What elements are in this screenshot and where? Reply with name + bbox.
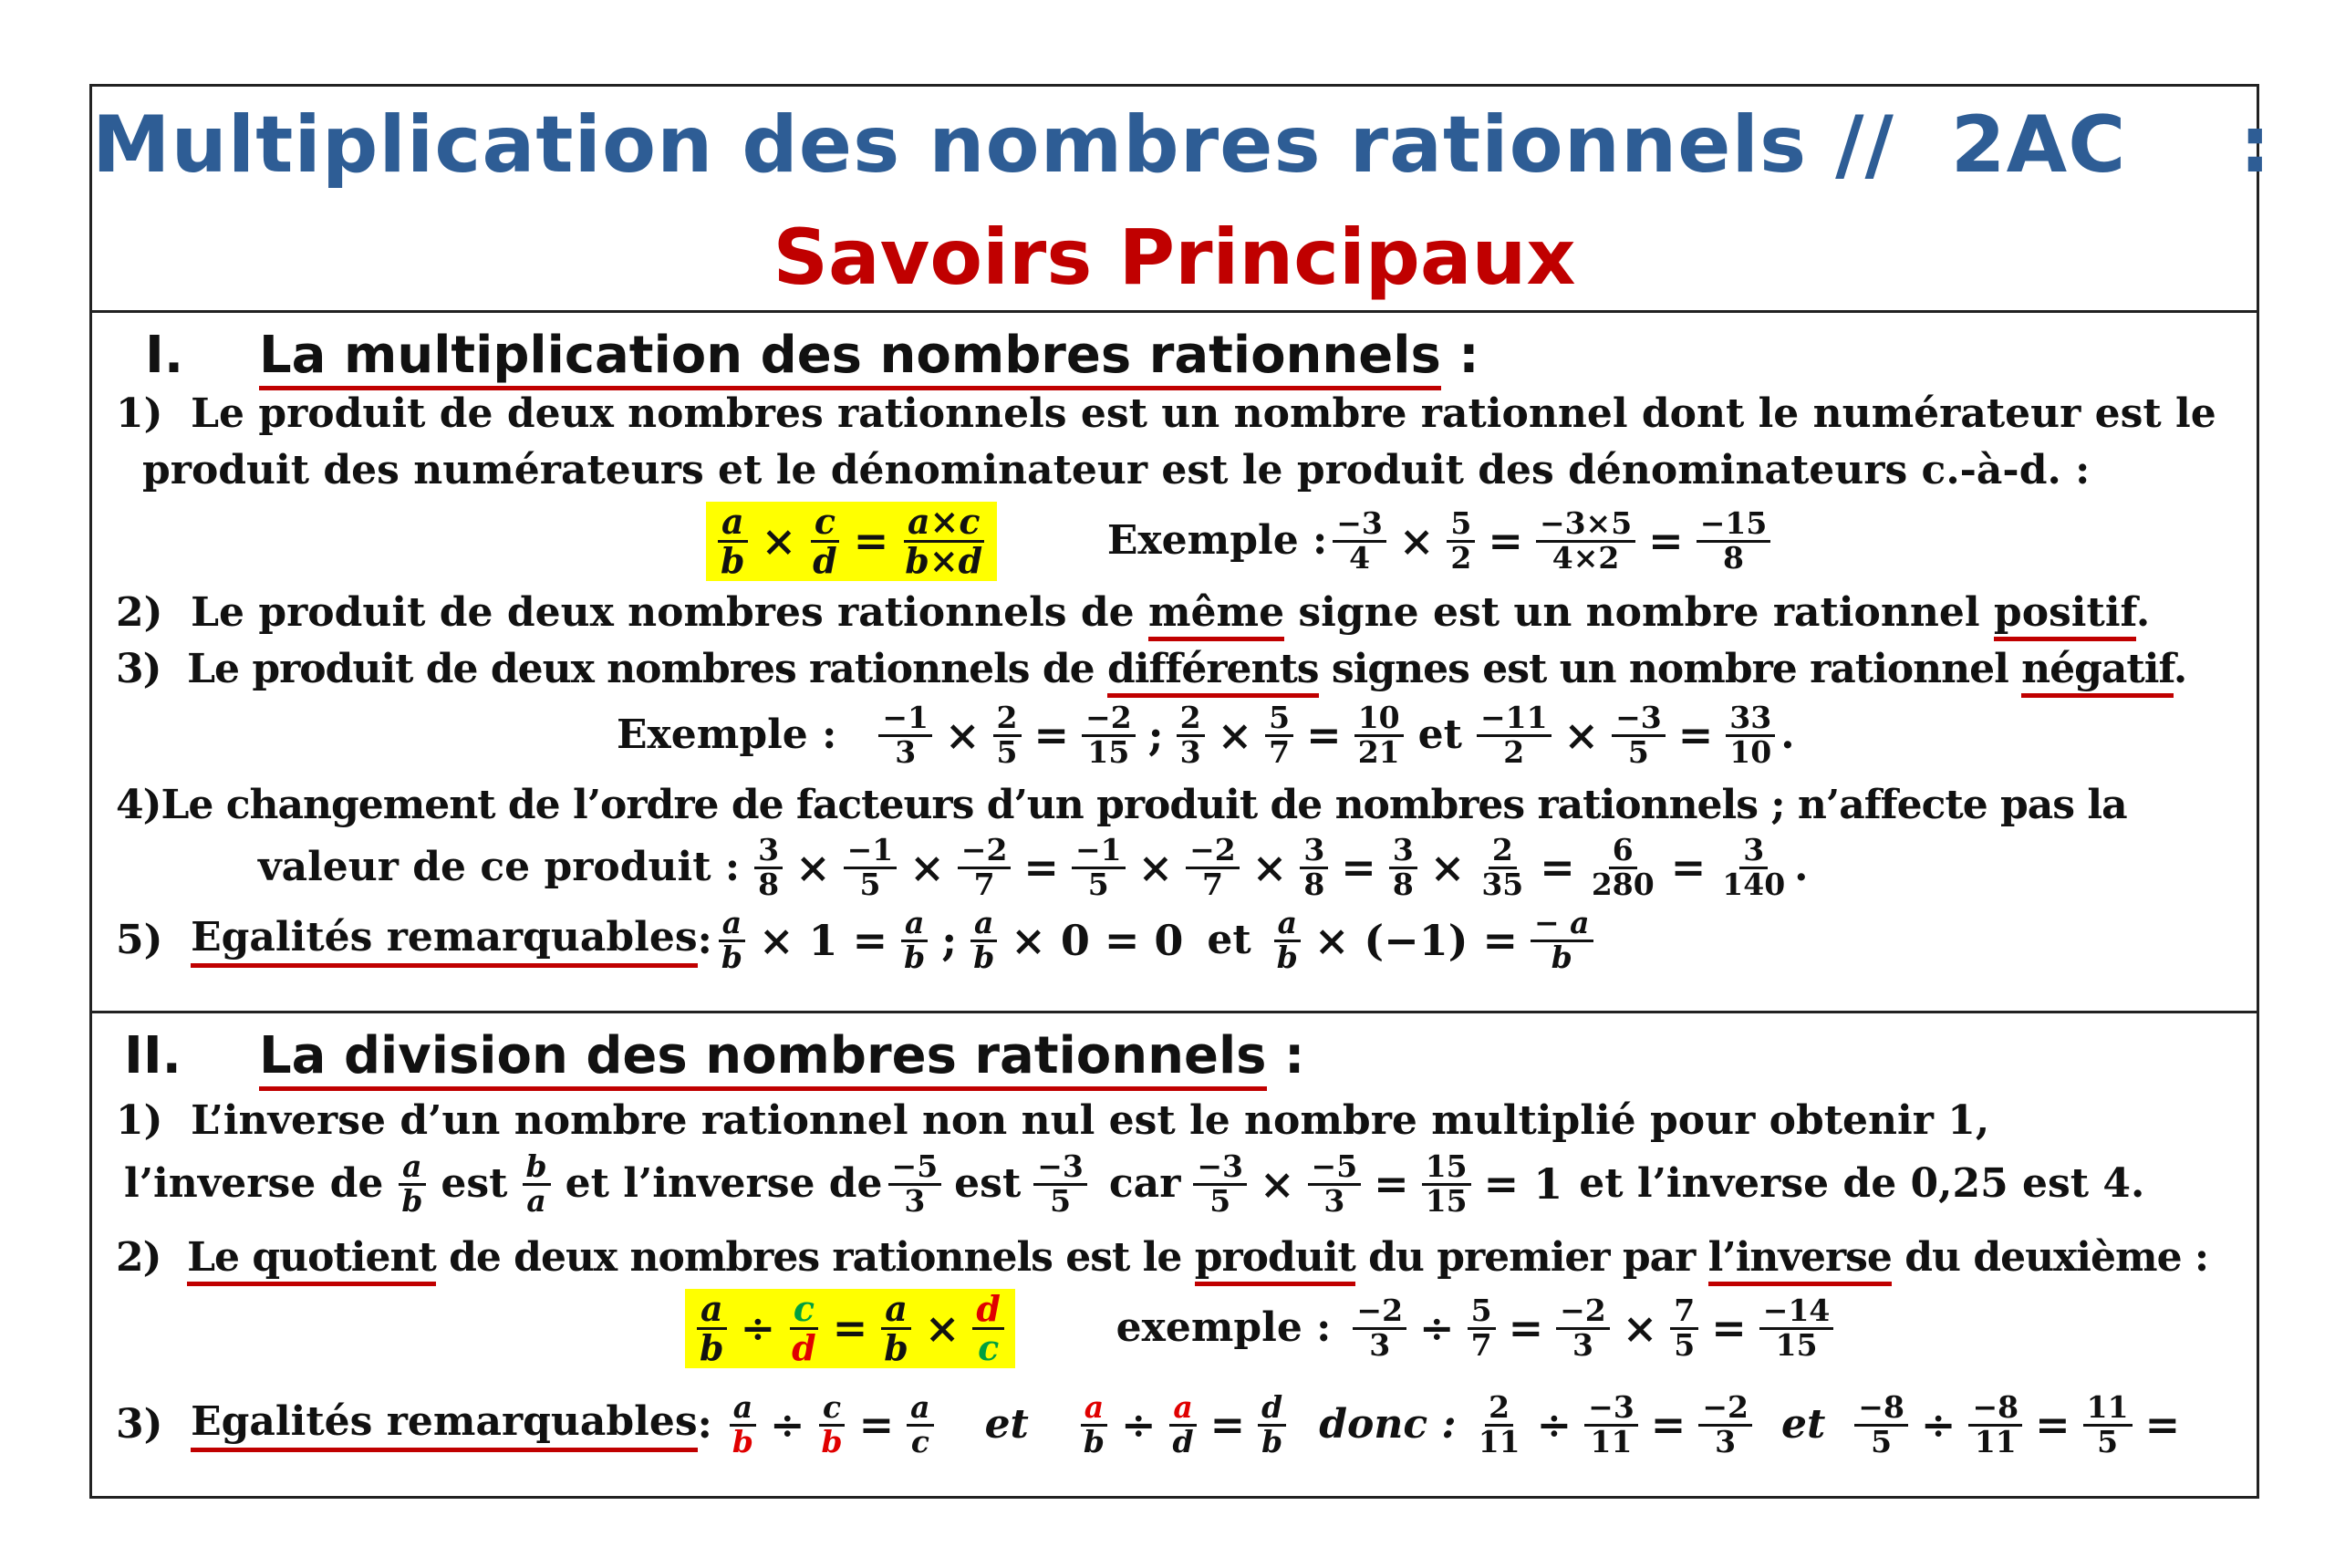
s2-rule2-text-a: de deux nombres rationnels est le — [435, 1234, 1195, 1281]
s2-rule2-num: 2) — [116, 1234, 161, 1281]
s1-example1: Exemple : $\frac{-3}{4}$ × $\frac{5}{2}$ = $\frac{-3\times 5}{4\times 2}$ = $\frac{-15}{8}$ — [1107, 508, 1776, 574]
s2-rule2-quotient: Le quotient — [187, 1234, 436, 1286]
s1-formula-row — [706, 502, 1776, 581]
section1-title: La multiplication des nombres rationnels — [259, 326, 1441, 390]
s1-rule2-num: 2) — [116, 589, 163, 636]
page-subtitle: Savoirs Principaux — [773, 213, 1576, 302]
section1-heading — [145, 326, 1479, 385]
s2-rule1-text: L’inverse d’un nombre rationnel non nul est le nombre multiplié pour obtenir 1, — [191, 1097, 1990, 1144]
header-divider — [92, 310, 2257, 313]
s1-example2: Exemple : $\frac{-1}{3}$ × $\frac{2}{5}$ = $\frac{-2}{15}$ ; $\frac{2}{3}$ × $\frac{5}{7}$ = $\frac{10}{21}$ et $\frac{-11}{2}$ × $\frac{-3}{5}$ = $\frac{33}{10}$ . — [617, 700, 1795, 770]
s1-rule4-num: 4) — [116, 782, 161, 828]
frac-axc-bxd: $\frac{a\times c}{b\times d}$ — [905, 501, 983, 581]
s2-est2: est — [954, 1159, 1022, 1207]
s2-rule1-num: 1) — [116, 1097, 163, 1144]
s1-rule3-text-b: signes est un nombre rationnel — [1318, 646, 2022, 692]
s2-rule2 — [116, 1234, 2208, 1282]
s1-rule3-text-a: Le produit de deux nombres rationnels de — [187, 646, 1107, 692]
multiplication-formula: $\frac{a}{b}$ × $\frac{c}{d}$ = $\frac{a\times c}{b\times d}$ — [706, 502, 997, 581]
s1-example1-label: Exemple : — [1106, 516, 1328, 564]
s2-rule3-colon: : — [697, 1400, 712, 1448]
division-formula: $\frac{a}{b}$ ÷ $\frac{c}{d}$ = $\frac{a}{b}$ × $\frac{d}{c}$ — [685, 1289, 1015, 1368]
frac-c-d: $\frac{c}{d}$ — [809, 504, 841, 579]
section1-number: I. — [145, 326, 184, 385]
section2-title: La division des nombres rationnels — [259, 1026, 1267, 1091]
s1-rule1-line2: produit des numérateurs et le dénominateur est le produit des dénominateurs c.-à-d. : — [142, 447, 2091, 493]
section-divider — [92, 1011, 2257, 1013]
s1-rule3-num: 3) — [116, 646, 161, 692]
s1-rule3-differents: différents — [1107, 646, 1319, 698]
s2-rule2-text-b: du premier par — [1354, 1234, 1708, 1281]
s1-rule3-dot: . — [2173, 646, 2187, 692]
s2-rule3-et1: et — [984, 1400, 1029, 1448]
s1-rule4-text: Le changement de l’ordre de facteurs d’un produit de nombres rationnels ; n’affecte pas la — [161, 782, 2127, 828]
s2-example: exemple : $\frac{-2}{3}$ ÷ $\frac{5}{7}$ = $\frac{-2}{3}$ × $\frac{7}{5}$ = $\frac{-14}{15}$ — [1116, 1295, 1840, 1361]
s2-rule2-inverse: l’inverse — [1708, 1234, 1892, 1286]
section1-colon: : — [1440, 326, 1479, 385]
summary-sheet — [89, 84, 2272, 1499]
s2-formula-row — [685, 1289, 1839, 1368]
s2-rule2-produit: produit — [1195, 1234, 1355, 1286]
s1-rule2-meme: même — [1148, 589, 1284, 641]
s2-rule3-donc: donc : — [1319, 1400, 1457, 1448]
s2-inverse-text1: l’inverse de — [124, 1159, 384, 1207]
s1-rule4-text2: valeur de ce produit : — [258, 843, 741, 890]
s2-inverse-text2: et l’inverse de — [565, 1159, 883, 1207]
s1-rule2-dot: . — [2135, 589, 2151, 636]
frac-a-b: $\frac{a}{b}$ — [717, 504, 749, 579]
s2-rule3-num: 3) — [116, 1400, 163, 1448]
s1-rule2 — [116, 589, 2150, 638]
s2-est1: est — [441, 1159, 508, 1207]
section2-heading — [124, 1026, 1304, 1085]
s1-rule1-num: 1) — [116, 390, 163, 437]
s2-rule2-text-c: du deuxième : — [1891, 1234, 2209, 1281]
s1-rule1-line1 — [116, 390, 2216, 439]
s2-rule3: 3) Egalités remarquables : $\frac{a}{b}$ ÷ $\frac{c}{b}$ = $\frac{a}{c}$ et $\frac{a}{b}$ ÷ $\frac{a}{d}$ = $\frac{d}{b}$ donc : $\frac{2}{11}$ ÷ $\frac{-3}{11}$ = $\frac{-2}{3}$ et $\frac{-8}{5}$ ÷ $\frac{-8}{11}$ = $\frac{11}{5}$ = — [116, 1389, 2181, 1459]
s1-rule5: 5) Egalités remarquables : $\frac{a}{b}$ × 1 = $\frac{a}{b}$ ; $\frac{a}{b}$ × 0 = 0 et $\frac{a}{b}$ × (−1) = $\frac{- a}{b}$ — [116, 908, 1599, 973]
s1-rule3-negatif: négatif — [2021, 646, 2174, 698]
s1-rule5-label: Egalités remarquables — [191, 914, 698, 968]
s1-rule2-positif: positif — [1994, 589, 2136, 641]
s1-rule5-colon: : — [697, 916, 712, 963]
s1-rule4-line2: valeur de ce produit : $\frac{3}{8}$ × $\frac{-1}{5}$ × $\frac{-2}{7}$ = $\frac{-1}{5}$ × $\frac{-2}{7}$ × $\frac{3}{8}$ = $\frac{3}{8}$ × $\frac{2}{35}$ = $\frac{6}{280}$ = $\frac{3}{140}$ . — [258, 832, 1809, 902]
section2-number: II. — [124, 1026, 182, 1085]
s1-rule3 — [116, 646, 2186, 694]
s1-rule2-text-b: signe est un nombre rationnel — [1284, 589, 1994, 636]
s2-example-label: exemple : — [1116, 1303, 1332, 1351]
s2-inverse-tail: et l’inverse de 0,25 est 4. — [1579, 1159, 2145, 1207]
section2-colon: : — [1266, 1026, 1305, 1085]
s2-rule3-label: Egalités remarquables — [191, 1398, 698, 1452]
s1-rule4-line1 — [116, 782, 2127, 830]
page-title: Multiplication des nombres rationnels // 2AC : — [92, 99, 2272, 191]
s1-example2-label: Exemple : — [617, 711, 837, 758]
s2-rule1-line2: l’inverse de $\frac{a}{b}$ est $\frac{b}{a}$ et l’inverse de $\frac{-5}{3}$ est $\frac{-3}{5}$ car $\frac{-3}{5}$ × $\frac{-5}{3}$ = $\frac{15}{15}$ = 1 et l’inverse de 0,25 est 4. — [124, 1148, 2145, 1219]
s1-rule5-num: 5) — [116, 916, 163, 963]
s2-car: car — [1108, 1159, 1181, 1207]
s2-rule1-line1 — [116, 1097, 1989, 1146]
s2-rule3-et2: et — [1780, 1400, 1826, 1448]
s1-rule2-text-a: Le produit de deux nombres rationnels de — [191, 589, 1148, 636]
s1-rule1-text1: Le produit de deux nombres rationnels est un nombre rationnel dont le numérateur est le — [191, 390, 2216, 437]
